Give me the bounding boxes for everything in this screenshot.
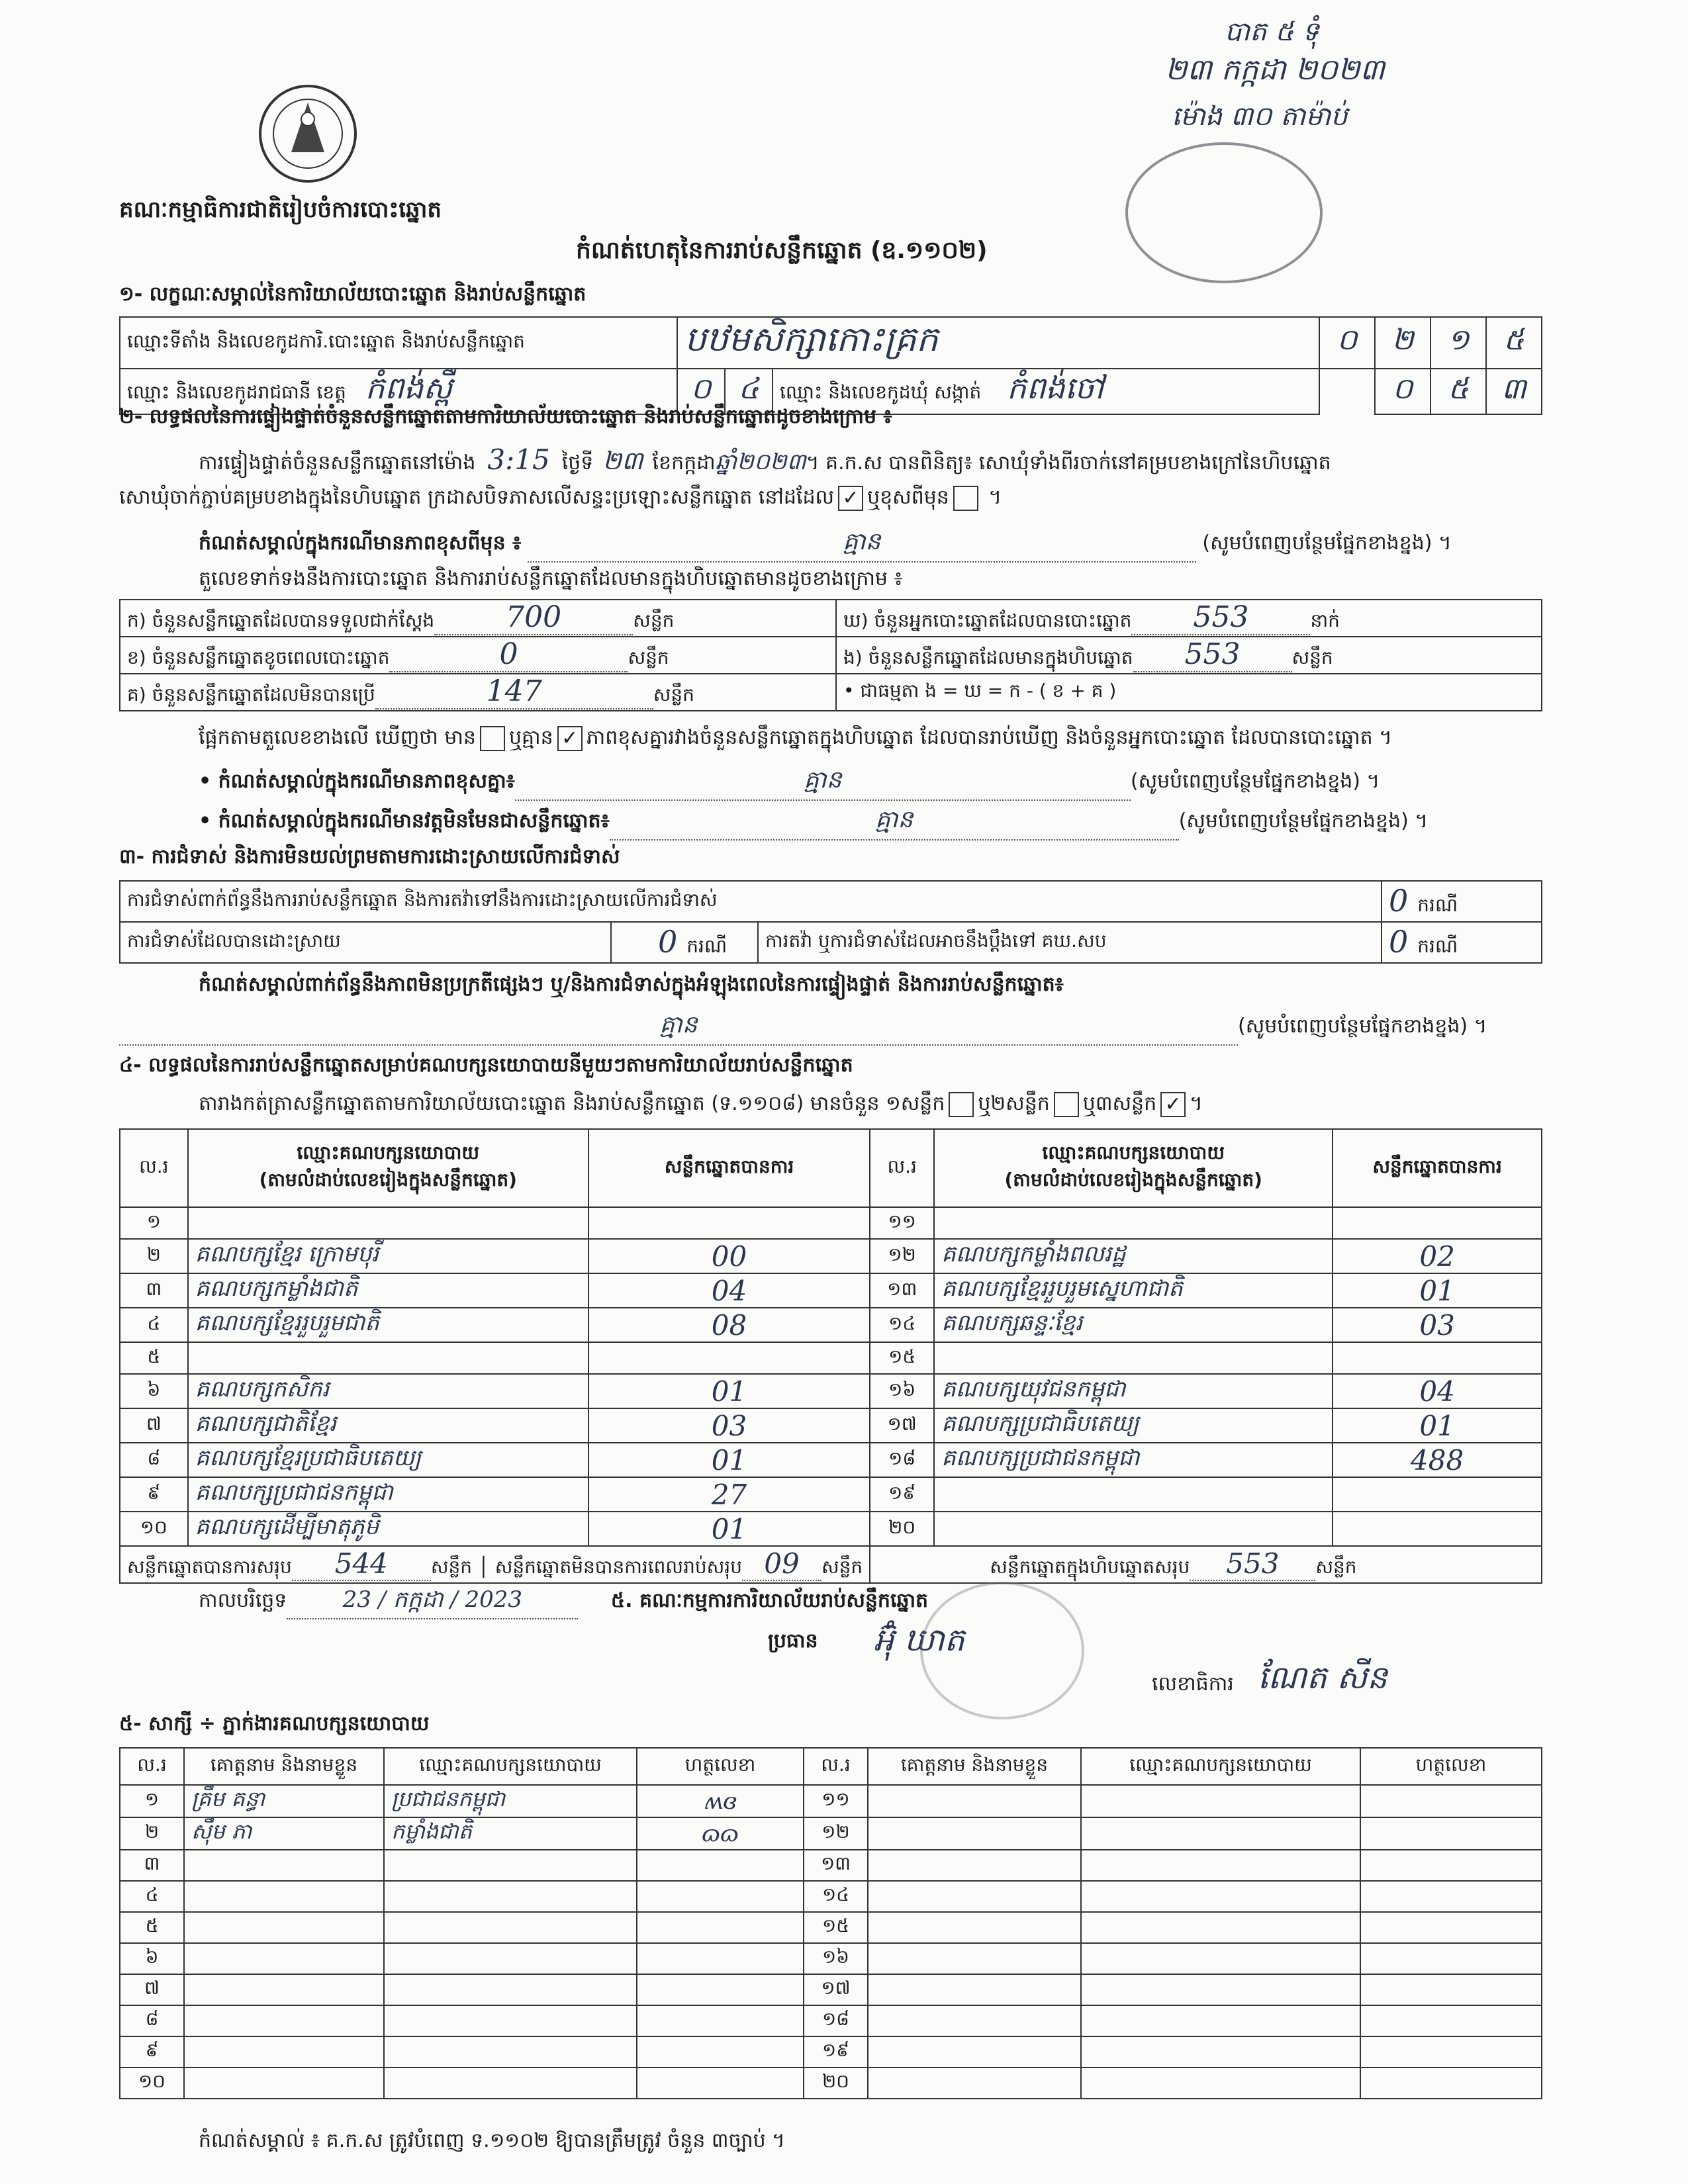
location-code-2: ២ bbox=[1375, 317, 1430, 369]
witness-name bbox=[184, 2005, 384, 2036]
witness-col-sign: ហត្ថលេខា bbox=[637, 1748, 804, 1785]
result-party: គណបក្សខ្មែររួបរួមស្នេហាជាតិ bbox=[934, 1273, 1333, 1308]
witness-party bbox=[384, 2068, 637, 2099]
result-party bbox=[934, 1342, 1333, 1374]
table-row bbox=[120, 1477, 1542, 1512]
witness-name bbox=[868, 2036, 1081, 2068]
witness-col-name: គោត្តនាម និងនាមខ្លួន bbox=[184, 1748, 384, 1785]
witness-name bbox=[868, 1881, 1081, 1912]
objections-count-1: 0 ករណី bbox=[1382, 881, 1542, 922]
results-col-votes: សន្លឹកឆ្នោតបានការ bbox=[588, 1129, 870, 1207]
result-party bbox=[934, 1477, 1333, 1512]
committee-title: ៥. គណៈកម្មការការិយាល័យរាប់សន្លឹកឆ្នោត bbox=[610, 1589, 929, 1612]
corner-note-3: ម៉ោង ៣០ តាម៉ាប់ bbox=[1172, 101, 1348, 132]
same-checkbox[interactable]: ✓ bbox=[838, 486, 863, 511]
has-difference-checkbox[interactable] bbox=[480, 726, 505, 751]
witness-name bbox=[868, 2068, 1081, 2099]
chair-label: ប្រធាន bbox=[768, 1629, 818, 1653]
witness-party bbox=[1081, 1850, 1360, 1881]
result-votes: 27 bbox=[588, 1477, 870, 1512]
total-invalid-value: 09 bbox=[764, 1547, 800, 1580]
location-code-1: ០ bbox=[1319, 317, 1375, 369]
witness-signature bbox=[1360, 2036, 1542, 2068]
result-no: ២០ bbox=[870, 1512, 934, 1546]
witness-signature bbox=[1360, 2068, 1542, 2099]
no-difference-checkbox[interactable]: ✓ bbox=[557, 726, 583, 751]
objections-table bbox=[119, 880, 1542, 964]
voters-value: 553 bbox=[1193, 600, 1249, 634]
witness-party bbox=[1081, 1974, 1360, 2005]
results-col-party: ឈ្មោះគណបក្សនយោបាយ (តាមលំដាប់លេខរៀងក្នុងសន្លឹកឆ្នោត) bbox=[188, 1129, 588, 1207]
witness-name bbox=[868, 2005, 1081, 2036]
result-votes: 08 bbox=[588, 1308, 870, 1342]
province-value: កំពង់ស្ពឺ bbox=[365, 370, 453, 406]
witness-party bbox=[384, 1881, 637, 1912]
table-row bbox=[120, 2068, 1542, 2099]
result-votes bbox=[588, 1342, 870, 1374]
result-no: ១២ bbox=[870, 1239, 934, 1273]
witness-party bbox=[1081, 2036, 1360, 2068]
witness-name bbox=[868, 1785, 1081, 1817]
witness-signature bbox=[637, 1943, 804, 1974]
result-votes: 01 bbox=[1333, 1408, 1542, 1443]
witness-name bbox=[184, 2068, 384, 2099]
one-sheet-checkbox[interactable] bbox=[949, 1092, 974, 1117]
diff-count-note: • កំណត់សម្គាល់ក្នុងករណីមានភាពខុសគ្នា៖ គ្មាន (សូមបំពេញបន្ថែមផ្នែកខាងខ្នង) ។ bbox=[199, 764, 1542, 801]
witness-no: ៩ bbox=[120, 2036, 184, 2068]
result-votes: 03 bbox=[1333, 1308, 1542, 1342]
results-col-no: ល.រ bbox=[120, 1129, 188, 1207]
commune-code-2: ៥ bbox=[1430, 369, 1486, 414]
witness-party: ប្រជាជនកម្ពុជា bbox=[384, 1785, 637, 1817]
table-row bbox=[120, 1817, 1542, 1850]
witness-no: ៨ bbox=[120, 2005, 184, 2036]
result-votes bbox=[588, 1207, 870, 1239]
result-votes: 04 bbox=[1333, 1374, 1542, 1408]
corner-note-1: បាត ៥ ទុំ bbox=[1225, 17, 1319, 47]
witness-no: ២០ bbox=[804, 2068, 868, 2099]
result-no: ១ bbox=[120, 1207, 188, 1239]
witness-name bbox=[868, 1850, 1081, 1881]
corner-note-2: ២៣ កក្កដា ២០២៣ bbox=[1165, 53, 1385, 87]
table-row bbox=[120, 1974, 1542, 2005]
objections-count-3: 0 ករណី bbox=[1382, 922, 1542, 963]
witness-no: ១២ bbox=[804, 1817, 868, 1850]
diff-note: កំណត់សម្គាល់ក្នុងករណីមានភាពខុសពីមុន ៖ គ្មាន (សូមបំពេញបន្ថែមផ្នែកខាងខ្នង) ។ bbox=[199, 526, 1542, 563]
result-no: ២ bbox=[120, 1239, 188, 1273]
result-no: ១០ bbox=[120, 1512, 188, 1546]
result-no: ១១ bbox=[870, 1207, 934, 1239]
table-row bbox=[120, 1443, 1542, 1477]
witness-signature bbox=[1360, 1881, 1542, 1912]
witness-no: ៤ bbox=[120, 1881, 184, 1912]
result-votes: 01 bbox=[588, 1443, 870, 1477]
formula-note: • ជាធម្មតា ង = ឃ = ក - ( ខ + គ ) bbox=[836, 674, 1542, 711]
verification-time: 3:15 bbox=[487, 443, 550, 476]
date-line: កាលបរិច្ឆេទ 23 / កក្កដា / 2023 ៥. គណៈកម្មការការិយាល័យរាប់សន្លឹកឆ្នោត bbox=[199, 1585, 928, 1619]
witness-party bbox=[384, 2005, 637, 2036]
witness-col-party-2: ឈ្មោះគណបក្សនយោបាយ bbox=[1081, 1748, 1360, 1785]
org-name: គណៈកម្មាធិការជាតិរៀបចំការបោះឆ្នោត bbox=[119, 197, 442, 223]
total-valid-value: 544 bbox=[334, 1547, 388, 1580]
table-row bbox=[120, 1912, 1542, 1943]
table-row bbox=[120, 1943, 1542, 1974]
result-no: ៥ bbox=[120, 1342, 188, 1374]
total-valid: សន្លឹកឆ្នោតបានការសរុប 544 សន្លឹក │ សន្លឹកឆ្នោតមិនបានការពេលរាប់សរុប 09 សន្លឹក bbox=[120, 1546, 870, 1583]
count-row-e: ង) ចំនួនសន្លឹកឆ្នោតដែលមានក្នុងហិបឆ្នោត 553 សន្លឹក bbox=[836, 637, 1542, 674]
result-no: ៨ bbox=[120, 1443, 188, 1477]
result-party bbox=[934, 1207, 1333, 1239]
result-party: គណបក្សកម្លាំងពលរដ្ឋ bbox=[934, 1239, 1333, 1273]
two-sheets-checkbox[interactable] bbox=[1054, 1092, 1079, 1117]
result-no: ៣ bbox=[120, 1273, 188, 1308]
witness-name bbox=[184, 2036, 384, 2068]
irregularities-value: គ្មាន bbox=[659, 1011, 698, 1038]
result-no: ១៦ bbox=[870, 1374, 934, 1408]
location-label: ឈ្មោះទីតាំង និងលេខកូដការិ.បោះឆ្នោត និងរាប់សន្លឹកឆ្នោត bbox=[120, 317, 677, 369]
box-ballots-value: 553 bbox=[1184, 637, 1241, 671]
results-col-no-2: ល.រ bbox=[870, 1129, 934, 1207]
witness-party bbox=[384, 1974, 637, 2005]
location-table bbox=[119, 316, 1542, 415]
chair-signature: អ៊ុំ ឃាត bbox=[874, 1621, 965, 1659]
witness-party bbox=[1081, 1943, 1360, 1974]
table-row bbox=[120, 2005, 1542, 2036]
province-code-1: ០ bbox=[677, 369, 725, 414]
result-no: ១៩ bbox=[870, 1477, 934, 1512]
witness-col-party: ឈ្មោះគណបក្សនយោបាយ bbox=[384, 1748, 637, 1785]
objections-row-2: ការជំទាស់ដែលបានដោះស្រាយ bbox=[120, 922, 611, 963]
witness-no: ១៩ bbox=[804, 2036, 868, 2068]
witness-signature: ʍɞ bbox=[637, 1785, 804, 1817]
result-votes: 03 bbox=[588, 1408, 870, 1443]
witness-signature bbox=[637, 1850, 804, 1881]
witness-name: គ្រឹម គន្ធា bbox=[184, 1785, 384, 1817]
verification-day: ២៣ bbox=[602, 446, 643, 475]
witness-no: ២ bbox=[120, 1817, 184, 1850]
witness-party bbox=[1081, 1881, 1360, 1912]
count-row-b: ខ) ចំនួនសន្លឹកឆ្នោតខូចពេលបោះឆ្នោត 0 សន្លឹក bbox=[120, 637, 836, 674]
result-party: គណបក្សខ្មែររួបរួមជាតិ bbox=[188, 1308, 588, 1342]
witness-name bbox=[184, 1974, 384, 2005]
compare-line: ផ្អែកតាមតួលេខខាងលើ ឃើញថា មាន ឬគ្មាន ✓ ភាពខុសគ្នារវាងចំនួនសន្លឹកឆ្នោតក្នុងហិបឆ្នោត ដែលបានរាប់ឃើញ និងចំនួនអ្នកបោះឆ្នោត ដែលបានបោះឆ្នោត ។ bbox=[199, 726, 1392, 750]
section-2-heading: ២- លទ្ធផលនៃការផ្ទៀងផ្ទាត់ចំនួនសន្លឹកឆ្នោតតាមការិយាល័យបោះឆ្នោត និងរាប់សន្លឹកឆ្នោតដូចខាងក្រោម ៖ bbox=[119, 405, 892, 428]
witness-name bbox=[184, 1881, 384, 1912]
witness-signature bbox=[1360, 1785, 1542, 1817]
result-no: ១៨ bbox=[870, 1443, 934, 1477]
three-sheets-checkbox[interactable]: ✓ bbox=[1160, 1092, 1186, 1117]
witness-party bbox=[384, 2036, 637, 2068]
witness-name bbox=[184, 1943, 384, 1974]
result-votes bbox=[1333, 1477, 1542, 1512]
witness-name bbox=[868, 1817, 1081, 1850]
witness-party bbox=[1081, 1785, 1360, 1817]
witness-col-name-2: គោត្តនាម និងនាមខ្លួន bbox=[868, 1748, 1081, 1785]
result-party bbox=[188, 1207, 588, 1239]
witness-no: ១៦ bbox=[804, 1943, 868, 1974]
diff-count-value: គ្មាន bbox=[804, 766, 842, 794]
verification-line-1: ការផ្ទៀងផ្ទាត់ចំនួនសន្លឹកឆ្នោតនៅម៉ោង 3:15 ថ្ងៃទី ២៣ ខែកក្កដាឆ្នាំ២០២៣។ គ.ក.ស បានពិនិត្យ៖ សោឃុំទាំងពីរចាក់នៅគម្របខាងក្រៅនៃហិបឆ្នោត bbox=[199, 443, 1331, 476]
witness-signature bbox=[637, 1912, 804, 1943]
witness-no: ៧ bbox=[120, 1974, 184, 2005]
witness-name: ស៊ឹម ភា bbox=[184, 1817, 384, 1850]
result-votes: 01 bbox=[588, 1374, 870, 1408]
section-1-heading: ១- លក្ខណៈសម្គាល់នៃការិយាល័យបោះឆ្នោត និងរាប់សន្លឹកឆ្នោត bbox=[119, 283, 586, 306]
witness-no: ៥ bbox=[120, 1912, 184, 1943]
result-no: ១៤ bbox=[870, 1308, 934, 1342]
section-4-heading: ៤- លទ្ធផលនៃការរាប់សន្លឹកឆ្នោតសម្រាប់គណបក្សនយោបាយនីមួយៗតាមការិយាល័យរាប់សន្លឹកឆ្នោត bbox=[119, 1054, 853, 1077]
objections-row-3: ការតវ៉ា ឬការជំទាស់ដែលអាចនឹងប្តឹងទៅ គឃ.សប bbox=[758, 922, 1382, 963]
location-code-4: ៥ bbox=[1486, 317, 1542, 369]
count-row-d: ឃ) ចំនួនអ្នកបោះឆ្នោតដែលបានបោះឆ្នោត 553 នាក់ bbox=[836, 600, 1542, 637]
table-row bbox=[120, 2036, 1542, 2068]
witness-name bbox=[868, 1943, 1081, 1974]
verification-year: ឆ្នាំ២០២៣ bbox=[715, 449, 806, 475]
witness-table bbox=[119, 1747, 1542, 2099]
province-label: ឈ្មោះ និងលេខកូដរាជធានី ខេត្ត កំពង់ស្ពឺ bbox=[120, 369, 677, 414]
table-row bbox=[120, 1850, 1542, 1881]
witness-signature bbox=[637, 2005, 804, 2036]
witness-signature bbox=[1360, 1943, 1542, 1974]
result-party: គណបក្សដើម្បីមាតុភូមិ bbox=[188, 1512, 588, 1546]
witness-no: ៣ bbox=[120, 1850, 184, 1881]
witness-name bbox=[184, 1850, 384, 1881]
objections-count-2: 0 ករណី bbox=[611, 922, 758, 963]
witness-signature bbox=[1360, 1817, 1542, 1850]
result-party: គណបក្សឆន្ទៈខ្មែរ bbox=[934, 1308, 1333, 1342]
count-row-a: ក) ចំនួនសន្លឹកឆ្នោតដែលបានទទួលជាក់ស្តែង 700 សន្លឹក bbox=[120, 600, 836, 637]
result-no: ៧ bbox=[120, 1408, 188, 1443]
table-row bbox=[120, 1374, 1542, 1408]
irregularities-label: កំណត់សម្គាល់ពាក់ព័ន្ធនឹងភាពមិនប្រក្រតីផ្សេងៗ ឬ/និងការជំទាស់ក្នុងអំឡុងពេលនៃការផ្ទៀងផ្ទាត់ និងការរាប់សន្លឹកឆ្នោត៖ bbox=[199, 973, 1064, 996]
nonofficial-value: គ្មាន bbox=[875, 806, 914, 833]
witness-signature bbox=[1360, 2005, 1542, 2036]
result-no: ១៥ bbox=[870, 1342, 934, 1374]
witness-signature bbox=[637, 2036, 804, 2068]
official-stamp bbox=[1125, 142, 1323, 283]
result-party: គណបក្សខ្មែរប្រជាធិបតេយ្យ bbox=[188, 1443, 588, 1477]
result-party bbox=[188, 1342, 588, 1374]
result-votes bbox=[1333, 1207, 1542, 1239]
page-title: កំណត់ហេតុនៃការរាប់សន្លឹកឆ្នោត (ឧ.១១០២) bbox=[576, 237, 988, 264]
table-row bbox=[120, 1273, 1542, 1308]
witness-party: កម្លាំងជាតិ bbox=[384, 1817, 637, 1850]
witness-no: ១១ bbox=[804, 1785, 868, 1817]
received-ballots-value: 700 bbox=[506, 600, 562, 634]
witness-no: ១ bbox=[120, 1785, 184, 1817]
witness-no: ១៧ bbox=[804, 1974, 868, 2005]
total-box: សន្លឹកឆ្នោតក្នុងហិបឆ្នោតសរុប 553 សន្លឹក bbox=[870, 1546, 1542, 1583]
witness-name bbox=[184, 1912, 384, 1943]
witness-no: ១៤ bbox=[804, 1881, 868, 1912]
witness-signature: ɷɷ bbox=[637, 1817, 804, 1850]
results-col-votes-2: សន្លឹកឆ្នោតបានការ bbox=[1333, 1129, 1542, 1207]
witness-no: ១០ bbox=[120, 2068, 184, 2099]
witness-no: ១៥ bbox=[804, 1912, 868, 1943]
result-party: គណបក្សកសិករ bbox=[188, 1374, 588, 1408]
witness-party bbox=[384, 1850, 637, 1881]
table-row bbox=[120, 1408, 1542, 1443]
location-code-3: ១ bbox=[1430, 317, 1486, 369]
witness-no: ៦ bbox=[120, 1943, 184, 1974]
table-row bbox=[120, 1342, 1542, 1374]
result-no: ៤ bbox=[120, 1308, 188, 1342]
results-col-party-2: ឈ្មោះគណបក្សនយោបាយ (តាមលំដាប់លេខរៀងក្នុងសន្លឹកឆ្នោត) bbox=[934, 1129, 1333, 1207]
commune-code-1: ០ bbox=[1375, 369, 1430, 414]
witness-party bbox=[1081, 2005, 1360, 2036]
table-row bbox=[120, 1881, 1542, 1912]
ballot-counts-table bbox=[119, 599, 1542, 711]
table-row bbox=[120, 1207, 1542, 1239]
result-party bbox=[934, 1512, 1333, 1546]
section-3-heading: ៣- ការជំទាស់ និងការមិនយល់ព្រមតាមការដោះស្រាយលើការជំទាស់ bbox=[119, 845, 620, 868]
result-party: គណបក្សកម្លាំងជាតិ bbox=[188, 1273, 588, 1308]
different-checkbox[interactable] bbox=[953, 486, 978, 511]
witness-party bbox=[1081, 1817, 1360, 1850]
witness-signature bbox=[1360, 1974, 1542, 2005]
witness-party bbox=[1081, 1912, 1360, 1943]
result-votes: 02 bbox=[1333, 1239, 1542, 1273]
result-no: ៩ bbox=[120, 1477, 188, 1512]
table-row bbox=[120, 1308, 1542, 1342]
unused-ballots-value: 147 bbox=[486, 674, 542, 708]
witness-col-no-2: ល.រ bbox=[804, 1748, 868, 1785]
witness-signature bbox=[637, 2068, 804, 2099]
section-5-heading: ៥- សាក្សី ÷ ភ្នាក់ងារគណបក្សនយោបាយ bbox=[119, 1712, 430, 1735]
result-votes: 04 bbox=[588, 1273, 870, 1308]
committee-stamp bbox=[920, 1582, 1084, 1719]
spoiled-ballots-value: 0 bbox=[499, 637, 518, 671]
result-party: គណបក្សខ្មែរ ក្រោមបុរី bbox=[188, 1239, 588, 1273]
result-party: គណបក្សប្រជាជនកម្ពុជា bbox=[934, 1443, 1333, 1477]
secretary-signature: ណែត សីន bbox=[1258, 1659, 1387, 1696]
results-table bbox=[119, 1128, 1542, 1584]
table-row bbox=[120, 1512, 1542, 1546]
witness-party bbox=[384, 1912, 637, 1943]
result-votes: 00 bbox=[588, 1239, 870, 1273]
verification-line-2: សោឃុំចាក់ភ្ជាប់គម្របខាងក្នុងនៃហិបឆ្នោត ក្រដាសបិទភាសលើសន្ទះប្រឡោះសន្លឹកឆ្នោត នៅដដែល ✓ ឬខុសពីមុន ។ bbox=[119, 486, 1002, 510]
witness-name bbox=[868, 1912, 1081, 1943]
commune-value: កំពង់ចៅ bbox=[1007, 370, 1104, 406]
witness-col-sign-2: ហត្ថលេខា bbox=[1360, 1748, 1542, 1785]
result-party: គណបក្សយុវជនកម្ពុជា bbox=[934, 1374, 1333, 1408]
footer-note: កំណត់សម្គាល់ ៖ គ.ក.ស ត្រូវបំពេញ ទ.១១០២ ឱ្យបានត្រឹមត្រូវ ចំនួន ៣ច្បាប់ ។ bbox=[199, 2129, 785, 2152]
date-value: 23 / កក្កដា / 2023 bbox=[342, 1586, 523, 1613]
count-row-c: គ) ចំនួនសន្លឹកឆ្នោតដែលមិនបានប្រើ 147 សន្លឹក bbox=[120, 674, 836, 711]
nec-logo-icon bbox=[252, 79, 364, 189]
tally-sheet-line: តារាងកត់ត្រាសន្លឹកឆ្នោតតាមការិយាល័យបោះឆ្នោត និងរាប់សន្លឹកឆ្នោត (ទ.១១០៨) មានចំនួន ១សន្លឹក ឬ២សន្លឹក ឬ៣សន្លឹក ✓ ។ bbox=[199, 1092, 1203, 1116]
result-no: ៦ bbox=[120, 1374, 188, 1408]
location-value: បឋមសិក្សាកោះគ្រក bbox=[677, 317, 1319, 369]
witness-col-no: ល.រ bbox=[120, 1748, 184, 1785]
result-votes bbox=[1333, 1512, 1542, 1546]
witness-no: ១៣ bbox=[804, 1850, 868, 1881]
secretary-label: លេខាធិការ bbox=[1152, 1672, 1234, 1696]
commune-code-3: ៣ bbox=[1486, 369, 1542, 414]
province-code-2: ៤ bbox=[725, 369, 773, 414]
witness-signature bbox=[637, 1974, 804, 2005]
witness-signature bbox=[1360, 1912, 1542, 1943]
result-party: គណបក្សប្រជាជនកម្ពុជា bbox=[188, 1477, 588, 1512]
objections-row-1: ការជំទាស់ពាក់ព័ន្ធនឹងការរាប់សន្លឹកឆ្នោត និងការតវ៉ាទៅនឹងការដោះស្រាយលើការជំទាស់ bbox=[120, 881, 1382, 922]
result-no: ១៧ bbox=[870, 1408, 934, 1443]
witness-name bbox=[868, 1974, 1081, 2005]
result-votes: 01 bbox=[1333, 1273, 1542, 1308]
result-party: គណបក្សប្រជាធិបតេយ្យ bbox=[934, 1408, 1333, 1443]
witness-no: ១៨ bbox=[804, 2005, 868, 2036]
table-row bbox=[120, 1239, 1542, 1273]
result-party: គណបក្សជាតិខ្មែរ bbox=[188, 1408, 588, 1443]
irregularities-note: គ្មាន (សូមបំពេញបន្ថែមផ្នែកខាងខ្នង) ។ bbox=[119, 1009, 1542, 1046]
table-row bbox=[120, 1785, 1542, 1817]
witness-signature bbox=[1360, 1850, 1542, 1881]
result-votes bbox=[1333, 1342, 1542, 1374]
nonofficial-note: • កំណត់សម្គាល់ក្នុងករណីមានវត្តមិនមែនជាសន្លឹកឆ្នោត៖ គ្មាន (សូមបំពេញបន្ថែមផ្នែកខាងខ្នង) ។ bbox=[199, 804, 1542, 841]
result-votes: 01 bbox=[588, 1512, 870, 1546]
table-intro: តួលេខទាក់ទងនឹងការបោះឆ្នោត និងការរាប់សន្លឹកឆ្នោតដែលមានក្នុងហិបឆ្នោតមានដូចខាងក្រោម ៖ bbox=[199, 567, 903, 590]
result-votes: 488 bbox=[1333, 1443, 1542, 1477]
diff-note-value: គ្មាន bbox=[843, 528, 881, 555]
witness-signature bbox=[637, 1881, 804, 1912]
total-box-value: 553 bbox=[1226, 1547, 1280, 1580]
witness-party bbox=[384, 1943, 637, 1974]
result-no: ១៣ bbox=[870, 1273, 934, 1308]
witness-party bbox=[1081, 2068, 1360, 2099]
commune-label: ឈ្មោះ និងលេខកូដឃុំ សង្កាត់ កំពង់ចៅ bbox=[773, 369, 1319, 414]
